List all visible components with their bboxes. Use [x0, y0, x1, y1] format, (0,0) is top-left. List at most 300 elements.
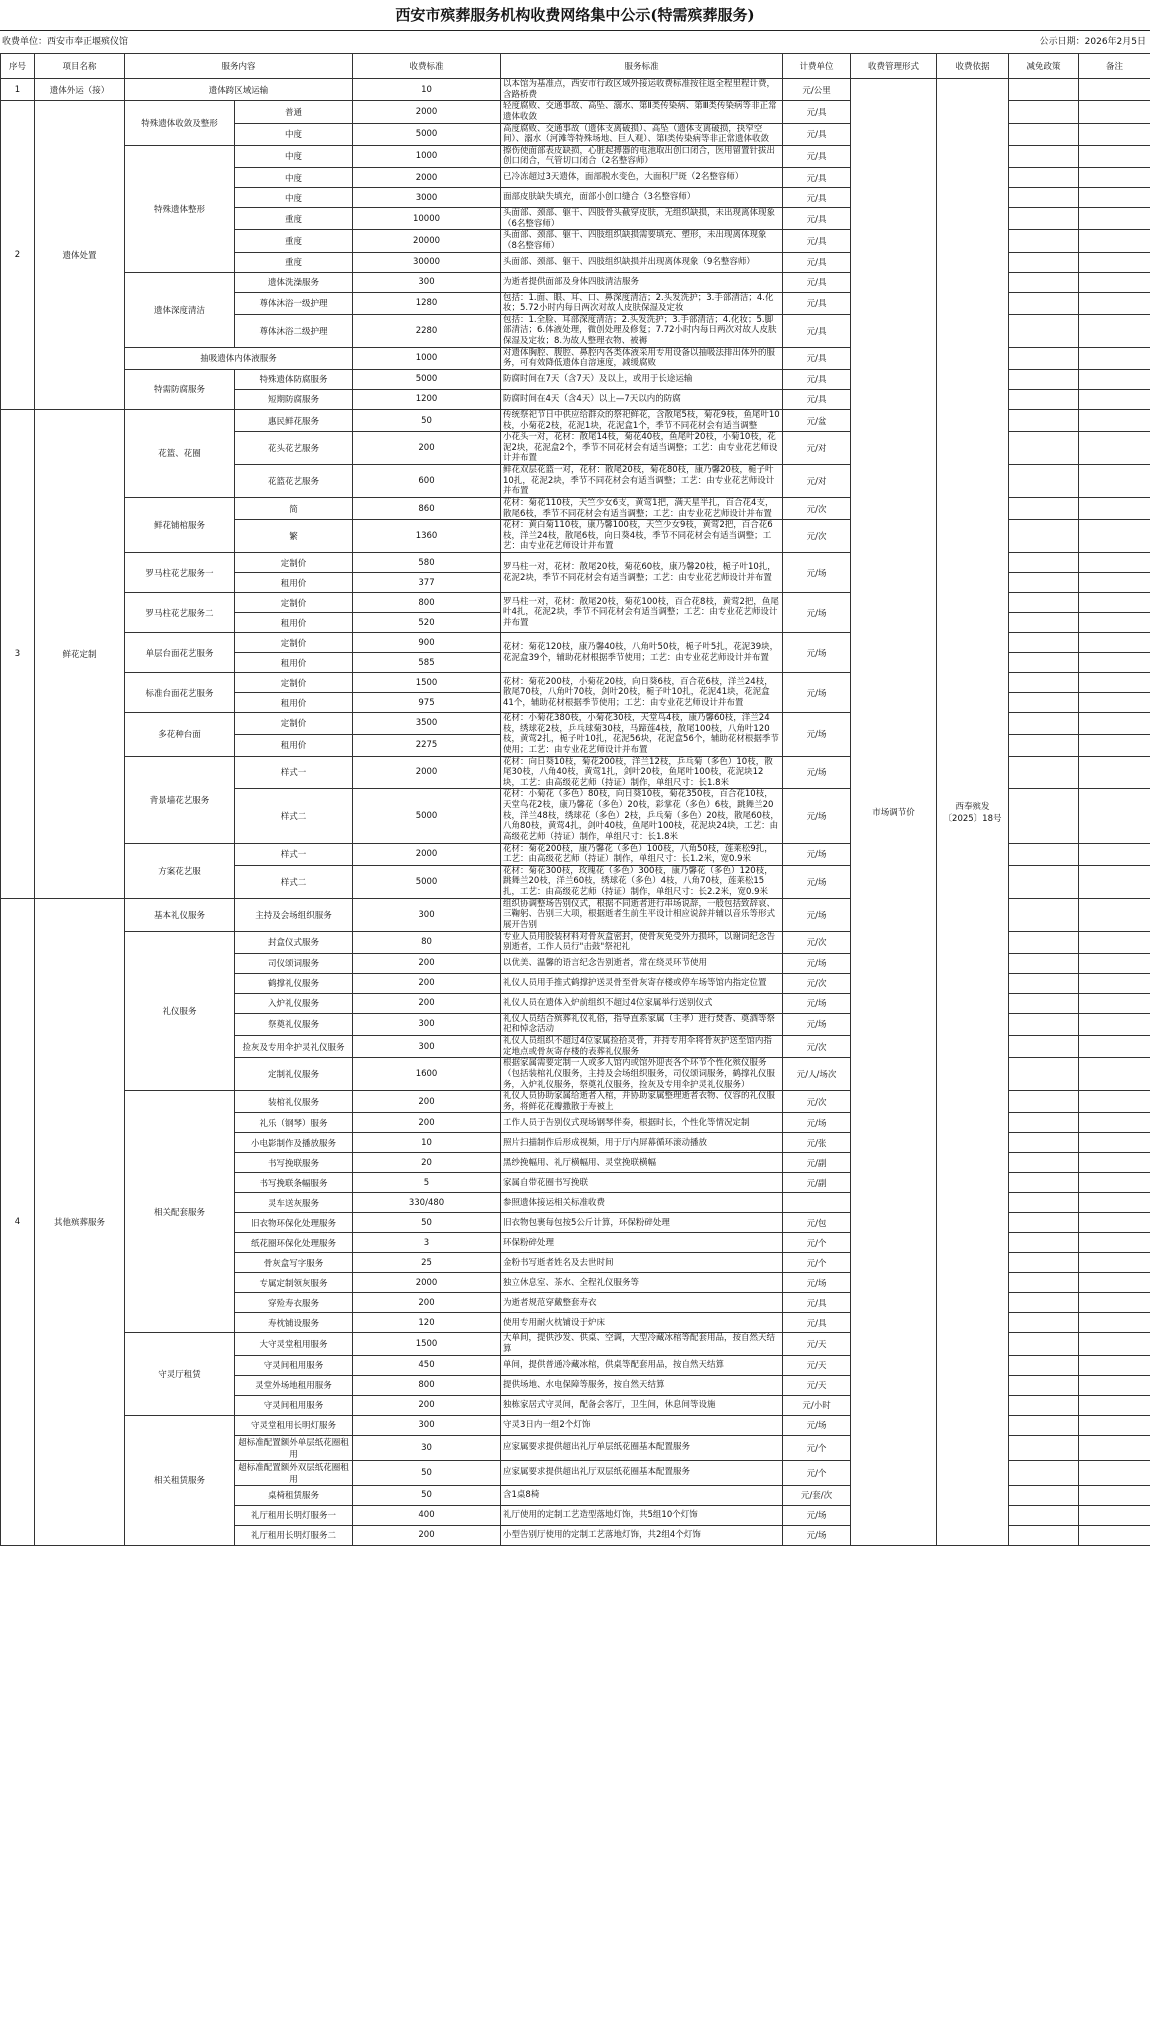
price-cell: 30000 — [353, 252, 501, 272]
seq-cell: 1 — [1, 79, 35, 101]
sub-cell: 特殊遗体收敛及整形 — [125, 101, 235, 146]
price-cell: 2000 — [353, 843, 501, 865]
content-cell: 小电影制作及播放服务 — [235, 1133, 353, 1153]
remark-cell — [1079, 1415, 1150, 1435]
content-cell: 重度 — [235, 230, 353, 252]
standard-cell: 工作人员于告别仪式现场钢琴伴奏，根据时长，个性化等情况定制 — [501, 1113, 783, 1133]
remark-cell — [1079, 633, 1150, 653]
price-cell: 120 — [353, 1313, 501, 1333]
unit-cell: 元/天 — [783, 1355, 851, 1375]
content-cell: 入炉礼仪服务 — [235, 993, 353, 1013]
discount-cell — [1009, 1133, 1079, 1153]
standard-cell: 为逝者规范穿戴整套寿衣 — [501, 1293, 783, 1313]
content-cell: 专属定制领灰服务 — [235, 1273, 353, 1293]
remark-cell — [1079, 613, 1150, 633]
remark-cell — [1079, 756, 1150, 789]
remark-cell — [1079, 347, 1150, 369]
standard-cell: 罗马柱一对，花材：散尾20枝，菊花100枝，百合花8枝，黄莺2把，鱼尾叶4扎，花泥2块，季节不同花材会有适当调整；工艺：由专业花艺师设计并布置 — [501, 593, 783, 633]
discount-cell — [1009, 465, 1079, 498]
remark-cell — [1079, 1505, 1150, 1525]
content-cell: 祭奠礼仪服务 — [235, 1013, 353, 1035]
discount-cell — [1009, 1193, 1079, 1213]
content-cell: 灵堂外场地租用服务 — [235, 1375, 353, 1395]
standard-cell: 已冷冻超过3天遗体，面部脱水变色，大面积尸斑（2名整容师） — [501, 168, 783, 188]
standard-cell: 鲜花双层花篮一对，花材：散尾20枝，菊花80枝，康乃馨20枝，栀子叶10扎，花泥2块，季节不同花材会有适当调整；工艺：由专业花艺师设计并布置 — [501, 465, 783, 498]
standard-cell: 应家属要求提供超出礼厅单层纸花圈基本配置服务 — [501, 1435, 783, 1460]
content-cell: 样式一 — [235, 756, 353, 789]
discount-cell — [1009, 1485, 1079, 1505]
remark-cell — [1079, 497, 1150, 519]
remark-cell — [1079, 898, 1150, 931]
unit-cell: 元/场 — [783, 993, 851, 1013]
unit-cell: 元/具 — [783, 292, 851, 314]
standard-cell: 含1桌8椅 — [501, 1485, 783, 1505]
unit-cell: 元/具 — [783, 230, 851, 252]
price-cell: 3000 — [353, 188, 501, 208]
publish-date: 公示日期：2026年2月5日 — [1039, 37, 1146, 47]
header-standard: 服务标准 — [501, 54, 783, 79]
discount-cell — [1009, 633, 1079, 653]
content-cell: 桌椅租赁服务 — [235, 1485, 353, 1505]
remark-cell — [1079, 369, 1150, 389]
discount-cell — [1009, 1213, 1079, 1233]
table-header-row — [1, 54, 1150, 79]
standard-cell: 大单间，提供沙发、供桌、空调，大型冷藏冰棺等配套用品，按自然天结算 — [501, 1333, 783, 1355]
standard-cell: 以优美、温馨的语言纪念告别逝者，常在绕灵环节使用 — [501, 953, 783, 973]
unit-cell: 元/次 — [783, 1091, 851, 1113]
seq-cell: 3 — [1, 409, 35, 898]
sub-cell: 基本礼仪服务 — [125, 898, 235, 931]
unit-cell: 元/天 — [783, 1375, 851, 1395]
header-management: 收费管理形式 — [851, 54, 937, 79]
content-cell: 骨灰盒写字服务 — [235, 1253, 353, 1273]
remark-cell — [1079, 843, 1150, 865]
price-cell: 2275 — [353, 734, 501, 756]
unit-cell: 元/场 — [783, 843, 851, 865]
content-cell: 租用价 — [235, 734, 353, 756]
price-cell: 860 — [353, 497, 501, 519]
discount-cell — [1009, 1435, 1079, 1460]
remark-cell — [1079, 1313, 1150, 1333]
price-cell: 300 — [353, 1013, 501, 1035]
price-cell: 5000 — [353, 865, 501, 898]
remark-cell — [1079, 1273, 1150, 1293]
item-cell: 鲜花定制 — [35, 409, 125, 898]
remark-cell — [1079, 292, 1150, 314]
discount-cell — [1009, 1375, 1079, 1395]
remark-cell — [1079, 389, 1150, 409]
standard-cell: 花材：向日葵10枝，菊花200枝，洋兰12枝，乒乓菊（多色）10枝，散尾30枝，八角40枝，黄莺1扎，剑叶20枝，鱼尾叶100枝，花泥块12块，工艺：由高级花艺师（持证）制作，单组尺寸：长1.8米 — [501, 756, 783, 789]
remark-cell — [1079, 1435, 1150, 1460]
standard-cell: 黑纱挽幅用、礼厅横幅用、灵堂挽联横幅 — [501, 1153, 783, 1173]
remark-cell — [1079, 1173, 1150, 1193]
unit-cell: 元/场 — [783, 713, 851, 757]
item-cell: 遗体处置 — [35, 101, 125, 410]
price-cell: 200 — [353, 993, 501, 1013]
sub-cell: 相关配套服务 — [125, 1091, 235, 1333]
content-cell: 礼乐（钢琴）服务 — [235, 1113, 353, 1133]
discount-cell — [1009, 168, 1079, 188]
sub-cell: 遗体深度清洁 — [125, 272, 235, 347]
price-cell: 200 — [353, 973, 501, 993]
price-cell: 50 — [353, 1460, 501, 1485]
discount-cell — [1009, 1253, 1079, 1273]
content-cell: 重度 — [235, 252, 353, 272]
price-cell: 1280 — [353, 292, 501, 314]
discount-cell — [1009, 713, 1079, 735]
sub-cell: 抽吸遗体内体液服务 — [125, 347, 353, 369]
content-cell: 繁 — [235, 520, 353, 553]
discount-cell — [1009, 1505, 1079, 1525]
content-cell: 花篮花艺服务 — [235, 465, 353, 498]
discount-cell — [1009, 1293, 1079, 1313]
price-cell: 975 — [353, 693, 501, 713]
standard-cell: 独立休息室、茶水、全程礼仪服务等 — [501, 1273, 783, 1293]
content-cell: 装棺礼仪服务 — [235, 1091, 353, 1113]
unit-cell: 元/个 — [783, 1253, 851, 1273]
price-cell: 520 — [353, 613, 501, 633]
price-cell: 3 — [353, 1233, 501, 1253]
price-cell: 25 — [353, 1253, 501, 1273]
price-cell: 1000 — [353, 145, 501, 167]
unit-cell: 元/场 — [783, 953, 851, 973]
unit-cell: 元/场 — [783, 553, 851, 593]
discount-cell — [1009, 1058, 1079, 1091]
basis-cell: 西奉殡发〔2025〕18号 — [937, 79, 1009, 1546]
unit-cell: 元/个 — [783, 1435, 851, 1460]
header-seq: 序号 — [1, 54, 35, 79]
unit-cell: 元/具 — [783, 168, 851, 188]
standard-cell: 礼仪人员用手推式鹤撑护送灵骨至骨灰寄存楼或停车场等馆内指定位置 — [501, 973, 783, 993]
price-cell: 377 — [353, 573, 501, 593]
standard-cell: 礼仪人员组织不超过4位家属捡拾灵骨，并持专用伞将骨灰护送至馆内指定地点或骨灰寄存楼的表葬礼仪服务 — [501, 1036, 783, 1058]
discount-cell — [1009, 145, 1079, 167]
sub-cell: 罗马柱花艺服务二 — [125, 593, 235, 633]
remark-cell — [1079, 593, 1150, 613]
remark-cell — [1079, 1485, 1150, 1505]
remark-cell — [1079, 653, 1150, 673]
price-cell: 300 — [353, 1415, 501, 1435]
content-cell: 定制礼仪服务 — [235, 1058, 353, 1091]
unit-cell: 元/公里 — [783, 79, 851, 101]
remark-cell — [1079, 693, 1150, 713]
discount-cell — [1009, 1091, 1079, 1113]
unit-cell: 元/场 — [783, 1505, 851, 1525]
content-cell: 超标准配置额外双层纸花圈租用 — [235, 1460, 353, 1485]
price-cell: 5000 — [353, 123, 501, 145]
remark-cell — [1079, 1333, 1150, 1355]
discount-cell — [1009, 1395, 1079, 1415]
content-cell: 守灵间租用服务 — [235, 1395, 353, 1415]
remark-cell — [1079, 123, 1150, 145]
discount-cell — [1009, 101, 1079, 123]
sub-cell: 守灵厅租赁 — [125, 1333, 235, 1415]
discount-cell — [1009, 1460, 1079, 1485]
unit-cell: 元/套/次 — [783, 1485, 851, 1505]
unit-cell: 元/具 — [783, 369, 851, 389]
unit-cell: 元/张 — [783, 1133, 851, 1153]
discount-cell — [1009, 1233, 1079, 1253]
remark-cell — [1079, 1036, 1150, 1058]
content-cell: 租用价 — [235, 653, 353, 673]
content-cell: 尊体沐浴二级护理 — [235, 314, 353, 347]
content-cell: 租用价 — [235, 693, 353, 713]
content-cell: 遗体洗澡服务 — [235, 272, 353, 292]
price-cell: 800 — [353, 593, 501, 613]
standard-cell: 头面部、颈部、躯干、四肢骨头截穿皮肤，无组织缺损，未出现离体现象（6名整容师） — [501, 208, 783, 230]
unit-cell: 元/人/场次 — [783, 1058, 851, 1091]
page-title: 西安市殡葬服务机构收费网络集中公示(特需殡葬服务) — [395, 6, 755, 24]
standard-cell: 专业人员用胶装材料对骨灰盒密封，使骨灰免受外力损坏，以谢词纪念告别逝者，工作人员行"击鼓"祭祀礼 — [501, 931, 783, 953]
price-cell: 3500 — [353, 713, 501, 735]
content-cell: 定制价 — [235, 553, 353, 573]
discount-cell — [1009, 953, 1079, 973]
unit-cell: 元/场 — [783, 1013, 851, 1035]
content-cell: 租用价 — [235, 573, 353, 593]
unit-cell: 元/场 — [783, 865, 851, 898]
sub-cell: 单层台面花艺服务 — [125, 633, 235, 673]
unit-cell: 元/次 — [783, 520, 851, 553]
unit-cell — [783, 1193, 851, 1213]
discount-cell — [1009, 1333, 1079, 1355]
discount-cell — [1009, 409, 1079, 431]
unit-cell: 元/场 — [783, 789, 851, 843]
price-cell: 5 — [353, 1173, 501, 1193]
fee-unit: 收费单位：西安市奉正堰殡仪馆 — [2, 37, 129, 47]
discount-cell — [1009, 432, 1079, 465]
discount-cell — [1009, 693, 1079, 713]
discount-cell — [1009, 613, 1079, 633]
standard-cell: 礼厅使用的定制工艺造型落地灯饰，共5组10个灯饰 — [501, 1505, 783, 1525]
unit-cell: 元/个 — [783, 1460, 851, 1485]
price-cell: 80 — [353, 931, 501, 953]
remark-cell — [1079, 168, 1150, 188]
price-cell: 450 — [353, 1355, 501, 1375]
content-cell: 惠民鲜花服务 — [235, 409, 353, 431]
standard-cell: 照片扫描制作后形成视频，用于厅内屏幕循环滚动播放 — [501, 1133, 783, 1153]
management-cell: 市场调节价 — [851, 79, 937, 1546]
standard-cell: 高度腐败、交通事故（遗体支离破损）、高坠（遗体支离破损，抉窄空间）、溺水（河滩等特殊场地、巨人观）、第Ⅰ类传染病等非正常遗体收敛 — [501, 123, 783, 145]
standard-cell: 头面部、颈部、躯干、四肢组织缺损需要填充、塑形，未出现离体现象（8名整容师） — [501, 230, 783, 252]
sub-cell: 罗马柱花艺服务一 — [125, 553, 235, 593]
seq-cell: 2 — [1, 101, 35, 410]
discount-cell — [1009, 389, 1079, 409]
price-cell: 300 — [353, 272, 501, 292]
content-cell: 捡灰及专用伞护灵礼仪服务 — [235, 1036, 353, 1058]
remark-cell — [1079, 1233, 1150, 1253]
discount-cell — [1009, 973, 1079, 993]
price-cell: 2280 — [353, 314, 501, 347]
remark-cell — [1079, 953, 1150, 973]
standard-cell: 轻度腐败、交通事故、高坠、溺水、第Ⅱ类传染病、第Ⅲ类传染病等非正常遗体收敛 — [501, 101, 783, 123]
discount-cell — [1009, 1415, 1079, 1435]
seq-cell: 4 — [1, 898, 35, 1545]
content-cell: 穿殓寿衣服务 — [235, 1293, 353, 1313]
discount-cell — [1009, 314, 1079, 347]
content-cell: 灵车送灰服务 — [235, 1193, 353, 1213]
price-cell: 580 — [353, 553, 501, 573]
unit-cell: 元/副 — [783, 1153, 851, 1173]
discount-cell — [1009, 188, 1079, 208]
price-cell: 330/480 — [353, 1193, 501, 1213]
remark-cell — [1079, 931, 1150, 953]
content-cell: 中度 — [235, 123, 353, 145]
discount-cell — [1009, 993, 1079, 1013]
standard-cell: 包括：1.全脸、耳部深度清洁；2.头发洗护；3.手部清洁；4.化妆；5.脚部清洁；6.体液处理，微创处理及修复；7.72小时内每日两次对故人皮肤保湿及定妆；8.为故人整理衣物、被褥 — [501, 314, 783, 347]
unit-cell: 元/具 — [783, 314, 851, 347]
price-cell: 800 — [353, 1375, 501, 1395]
standard-cell: 旧衣物包裹每包按5公斤计算，环保粉碎处理 — [501, 1213, 783, 1233]
standard-cell: 面部皮肤缺失填充，面部小创口缝合（3名整容师） — [501, 188, 783, 208]
header-price: 收费标准 — [353, 54, 501, 79]
discount-cell — [1009, 1153, 1079, 1173]
standard-cell: 花材：菊花120枝，康乃馨40枝，八角叶50枝，栀子叶5扎，花泥39块，花泥盒39个，辅助花材根据季节使用；工艺：由专业花艺师设计并布置 — [501, 633, 783, 673]
price-cell: 200 — [353, 1525, 501, 1545]
standard-cell: 守灵3日内一组2个灯饰 — [501, 1415, 783, 1435]
unit-cell: 元/次 — [783, 1036, 851, 1058]
discount-cell — [1009, 230, 1079, 252]
price-cell: 1360 — [353, 520, 501, 553]
unit-cell: 元/副 — [783, 1173, 851, 1193]
item-cell: 遗体外运（接） — [35, 79, 125, 101]
standard-cell: 罗马柱一对，花材：散尾20枝，菊花60枝，康乃馨20枝，栀子叶10扎，花泥2块，季节不同花材会有适当调整；工艺：由专业花艺师设计并布置 — [501, 553, 783, 593]
header-remark: 备注 — [1079, 54, 1150, 79]
price-cell: 300 — [353, 898, 501, 931]
standard-cell: 礼仪人员结合殡葬礼仪礼俗，指导直系家属（主孝）进行焚香、奠酒等祭祀和悼念活动 — [501, 1013, 783, 1035]
remark-cell — [1079, 865, 1150, 898]
remark-cell — [1079, 713, 1150, 735]
content-cell: 书写挽联条幅服务 — [235, 1173, 353, 1193]
item-cell: 其他殡葬服务 — [35, 898, 125, 1545]
standard-cell: 金粉书写逝者姓名及去世时间 — [501, 1253, 783, 1273]
discount-cell — [1009, 497, 1079, 519]
unit-cell: 元/场 — [783, 633, 851, 673]
price-cell: 200 — [353, 1091, 501, 1113]
discount-cell — [1009, 553, 1079, 573]
price-cell: 200 — [353, 1113, 501, 1133]
standard-cell: 传统祭祀节日中供应给群众的祭祀鲜花，含散尾5枝，菊花9枝，鱼尾叶10枝，小菊花2枝，花泥1块，花泥盒1个，季节不同花材会有适当调整 — [501, 409, 783, 431]
remark-cell — [1079, 465, 1150, 498]
remark-cell — [1079, 208, 1150, 230]
unit-cell: 元/具 — [783, 101, 851, 123]
unit-cell: 元/具 — [783, 272, 851, 292]
discount-cell — [1009, 1525, 1079, 1545]
unit-cell: 元/对 — [783, 432, 851, 465]
remark-cell — [1079, 145, 1150, 167]
discount-cell — [1009, 789, 1079, 843]
standard-cell: 单间，提供普通冷藏冰棺，供桌等配套用品，按自然天结算 — [501, 1355, 783, 1375]
price-cell: 400 — [353, 1505, 501, 1525]
remark-cell — [1079, 230, 1150, 252]
remark-cell — [1079, 1013, 1150, 1035]
discount-cell — [1009, 292, 1079, 314]
price-cell: 200 — [353, 1395, 501, 1415]
remark-cell — [1079, 1133, 1150, 1153]
standard-cell: 花材：菊花200枝，康乃馨花（多色）100枝，八角50枝，莲莱松9扎，工艺：由高级花艺师（持证）制作，单组尺寸：长1.2米，宽0.9米 — [501, 843, 783, 865]
content-cell: 样式二 — [235, 789, 353, 843]
content-cell: 中度 — [235, 188, 353, 208]
price-cell: 200 — [353, 953, 501, 973]
content-cell: 重度 — [235, 208, 353, 230]
price-cell: 20 — [353, 1153, 501, 1173]
standard-cell: 家属自带花圈书写挽联 — [501, 1173, 783, 1193]
discount-cell — [1009, 1355, 1079, 1375]
content-cell: 封盒仪式服务 — [235, 931, 353, 953]
remark-cell — [1079, 1293, 1150, 1313]
price-cell: 5000 — [353, 369, 501, 389]
meta-bar — [0, 30, 1150, 53]
remark-cell — [1079, 1375, 1150, 1395]
discount-cell — [1009, 208, 1079, 230]
remark-cell — [1079, 1395, 1150, 1415]
content-cell: 寿枕铺设服务 — [235, 1313, 353, 1333]
price-cell: 1200 — [353, 389, 501, 409]
sub-cell: 相关租赁服务 — [125, 1415, 235, 1545]
sub-cell: 标准台面花艺服务 — [125, 673, 235, 713]
price-cell: 1500 — [353, 673, 501, 693]
remark-cell — [1079, 1058, 1150, 1091]
remark-cell — [1079, 520, 1150, 553]
standard-cell: 包括：1.面、眼、耳、口、鼻深度清洁；2.头发洗护；3.手部清洁；4.化妆；5.72小时内每日两次对故人皮肤保湿及定妆 — [501, 292, 783, 314]
unit-cell: 元/具 — [783, 188, 851, 208]
unit-cell: 元/场 — [783, 1525, 851, 1545]
standard-cell: 防腐时间在4天（含4天）以上—7天以内的防腐 — [501, 389, 783, 409]
unit-cell: 元/包 — [783, 1213, 851, 1233]
remark-cell — [1079, 409, 1150, 431]
price-cell: 1500 — [353, 1333, 501, 1355]
content-cell: 普通 — [235, 101, 353, 123]
content-cell: 旧衣物环保化处理服务 — [235, 1213, 353, 1233]
content-cell: 主持及会场组织服务 — [235, 898, 353, 931]
remark-cell — [1079, 734, 1150, 756]
price-cell: 5000 — [353, 789, 501, 843]
unit-cell: 元/场 — [783, 593, 851, 633]
standard-cell: 头面部、颈部、躯干、四肢组织缺损并出现离体现象（9名整容师） — [501, 252, 783, 272]
content-cell: 尊体沐浴一级护理 — [235, 292, 353, 314]
unit-cell: 元/场 — [783, 673, 851, 713]
unit-cell: 元/具 — [783, 1293, 851, 1313]
discount-cell — [1009, 369, 1079, 389]
unit-cell: 元/具 — [783, 123, 851, 145]
discount-cell — [1009, 593, 1079, 613]
sub-cell: 多花种台面 — [125, 713, 235, 757]
standard-cell: 使用专用耐火枕铺设于炉床 — [501, 1313, 783, 1333]
content-cell: 书写挽联服务 — [235, 1153, 353, 1173]
standard-cell: 防腐时间在7天（含7天）及以上，或用于长途运输 — [501, 369, 783, 389]
remark-cell — [1079, 1253, 1150, 1273]
standard-cell: 环保粉碎处理 — [501, 1233, 783, 1253]
fee-table — [0, 53, 1150, 1546]
remark-cell — [1079, 1193, 1150, 1213]
price-cell: 2000 — [353, 168, 501, 188]
price-cell: 10 — [353, 1133, 501, 1153]
discount-cell — [1009, 520, 1079, 553]
discount-cell — [1009, 931, 1079, 953]
remark-cell — [1079, 1213, 1150, 1233]
unit-cell: 元/次 — [783, 497, 851, 519]
remark-cell — [1079, 1113, 1150, 1133]
content-cell: 纸花圈环保化处理服务 — [235, 1233, 353, 1253]
content-cell: 礼厅租用长明灯服务一 — [235, 1505, 353, 1525]
content-cell: 特殊遗体防腐服务 — [235, 369, 353, 389]
standard-cell: 花材：小菊花（多色）80枝，向日葵10枝，菊花350枝，百合花10枝，天堂鸟花2枝，康乃馨花（多色）20枝，彩掌花（多色）6枝，跳舞兰20枝，洋兰48枝，绣球花（多色）2枝，乒乓菊（多色）20枝，散尾60枝，八角80枝，黄莺4扎，剑叶40枝，鱼尾叶100枝，花泥块24块，工艺：由高级花艺师（持证）制作，单组尺寸：长1.8米 — [501, 789, 783, 843]
standard-cell: 以本馆为基准点，西安市行政区域外接运收费标准按往返全程里程计费，含路桥费 — [501, 79, 783, 101]
price-cell: 900 — [353, 633, 501, 653]
content-cell: 鹤撑礼仪服务 — [235, 973, 353, 993]
price-cell: 50 — [353, 1485, 501, 1505]
unit-cell: 元/场 — [783, 898, 851, 931]
discount-cell — [1009, 347, 1079, 369]
